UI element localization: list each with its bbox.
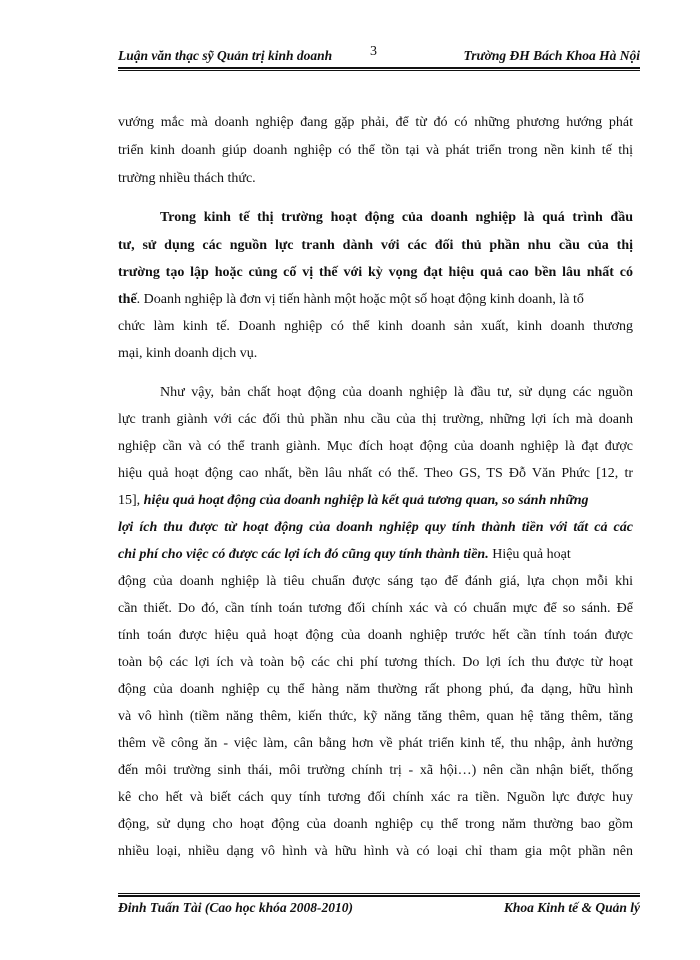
body-line: nghiệp cần và có thể tranh giành. Mục đích hoạt động của doanh nghiệp là đạt được	[118, 439, 633, 454]
page-number: 3	[370, 44, 377, 59]
body-line: động, sử dụng cho hoạt động của doanh nghiệp cụ thể trong năm thường bao gồm	[118, 817, 633, 832]
body-line-mixed	[118, 290, 633, 310]
body-line: nhiều loại, nhiều dạng vô hình và hữu hình và có loại chỉ tham gia một phần nên	[118, 844, 633, 859]
bold-text: thế	[118, 292, 137, 307]
footer-author: Đinh Tuấn Tài (Cao học khóa 2008-2010)	[118, 900, 354, 915]
body-text: Hiệu quả hoạt	[488, 547, 571, 562]
body-line-mixed	[118, 545, 633, 565]
emphasis-text: chi phí cho việc có được các lợi ích đó cũng quy tính thành tiền.	[118, 547, 489, 562]
body-line-emphasis: lợi ích thu được từ hoạt động của doanh nghiệp quy tính thành tiền với tất cả các	[118, 520, 633, 535]
body-text: 15],	[118, 493, 144, 508]
body-line: lực tranh giành với các đối thủ phần nhu cầu của thị trường, những lợi ích mà doanh	[118, 412, 633, 427]
header-divider	[118, 67, 640, 71]
body-line: chức làm kinh tế. Doanh nghiệp có thể kinh doanh sản xuất, kinh doanh thương	[118, 319, 633, 334]
emphasis-text: hiệu quả hoạt động của doanh nghiệp là kết quả tương quan, so sánh những	[143, 493, 589, 508]
body-line: động của doanh nghiệp cụ thể hàng năm thường rất phong phú, đa dạng, hữu hình	[118, 682, 633, 697]
body-line-bold: Trong kinh tế thị trường hoạt động của doanh nghiệp là quá trình đầu	[160, 210, 633, 225]
body-line: và vô hình (tiềm năng thêm, kiến thức, kỹ năng tăng thêm, quan hệ tăng thêm, tăng	[118, 709, 633, 724]
page-header	[118, 44, 640, 68]
body-line: triển kinh doanh giúp doanh nghiệp có thể tồn tại và phát triển trong nền kinh tế thị	[118, 143, 633, 158]
body-line: động của doanh nghiệp là tiêu chuẩn được sáng tạo để đánh giá, lựa chọn mỗi khi	[118, 574, 633, 589]
header-university: Trường ĐH Bách Khoa Hà Nội	[463, 48, 640, 63]
body-line: vướng mắc mà doanh nghiệp đang gặp phải, để từ đó có những phương hướng phát	[118, 115, 633, 130]
body-line: trường nhiều thách thức.	[118, 171, 256, 186]
body-line: hiệu quả hoạt động cao nhất, bền lâu nhất có thể. Theo GS, TS Đỗ Văn Phức [12, tr	[118, 466, 633, 481]
body-line: cần thiết. Do đó, cần tính toán tương đối chính xác và có chuẩn mực để so sánh. Để	[118, 601, 633, 616]
body-line-bold: tư, sử dụng các nguồn lực tranh dành với các đối thủ phần nhu cầu của thị	[118, 238, 633, 253]
body-line: kê cho hết và biết cách quy tính tương đối chính xác ra tiền. Nguồn lực được huy	[118, 790, 633, 805]
body-line: tính toán được hiệu quả hoạt động của doanh nghiệp trước hết cần tính toán được	[118, 628, 633, 643]
body-text: . Doanh nghiệp là đơn vị tiến hành một hoặc một số hoạt động kinh doanh, là tổ	[136, 292, 584, 307]
footer-department: Khoa Kinh tế & Quản lý	[503, 900, 640, 915]
body-line: toàn bộ các lợi ích và toàn bộ các chi phí tương thích. Do lợi ích thu được từ hoạt	[118, 655, 633, 670]
body-line: mại, kinh doanh dịch vụ.	[118, 346, 258, 361]
body-line: đến môi trường sinh thái, môi trường chính trị - xã hội…) nên cần nhận biết, thống	[118, 763, 633, 778]
header-thesis-title: Luận văn thạc sỹ Quản trị kinh doanh	[118, 48, 333, 63]
body-line-mixed	[118, 491, 633, 511]
body-line-bold: trường tạo lập hoặc củng cố vị thế với kỳ vọng đạt hiệu quả cao bền lâu nhất có	[118, 265, 633, 280]
body-line: Như vậy, bản chất hoạt động của doanh nghiệp là đầu tư, sử dụng các nguồn	[160, 385, 633, 400]
body-line: thêm về công ăn - việc làm, cân bằng hơn về phát triển kinh tế, thu nhập, ảnh hưởng	[118, 736, 633, 751]
footer-divider	[118, 893, 640, 897]
